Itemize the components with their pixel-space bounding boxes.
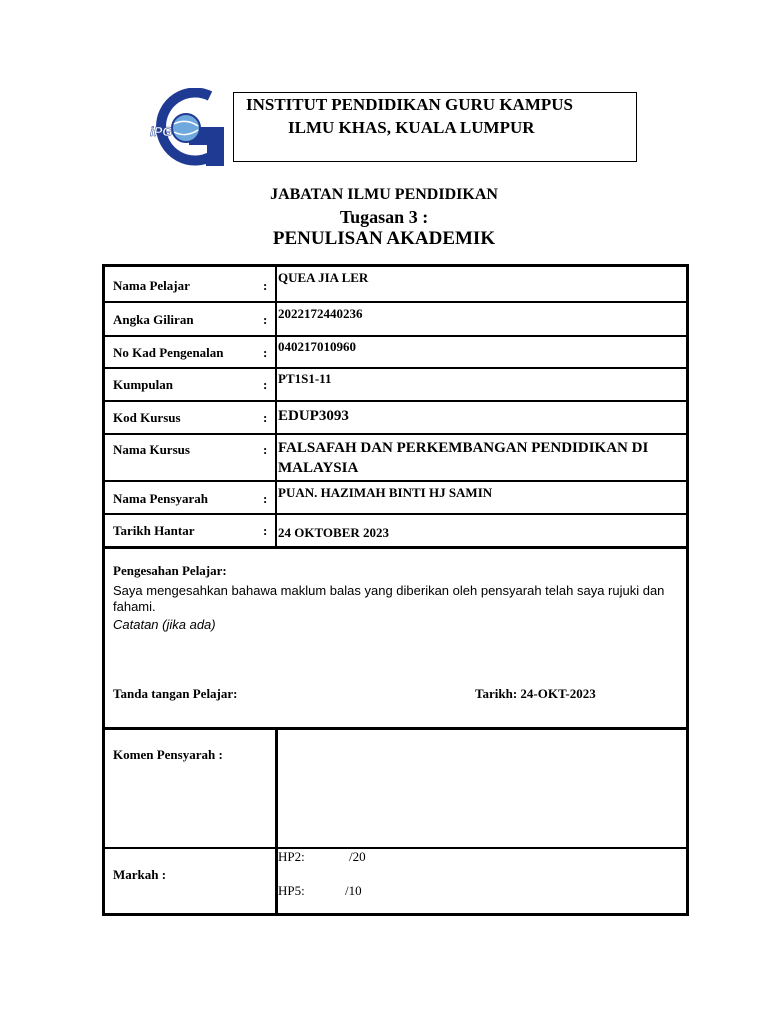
colon: : — [263, 410, 268, 425]
pengesahan-date: Tarikh: 24-OKT-2023 — [475, 686, 596, 701]
department-title: JABATAN ILMU PENDIDIKAN — [270, 186, 498, 203]
label-kod-kursus: Kod Kursus — [113, 410, 181, 425]
institute-box — [233, 92, 637, 162]
pengesahan-note: Catatan (jika ada) — [113, 617, 216, 632]
komen-pensyarah-label: Komen Pensyarah : — [113, 747, 223, 762]
mark-hp5-label: HP5: — [278, 883, 305, 898]
value-kumpulan: PT1S1-11 — [278, 371, 332, 386]
value-angka-giliran: 2022172440236 — [278, 306, 363, 321]
assignment-title: Tugasan 3 : — [339, 207, 429, 227]
markah-label: Markah : — [113, 867, 167, 882]
colon: : — [263, 377, 268, 392]
colon: : — [263, 523, 268, 538]
value-nama-kursus: FALSAFAH DAN PERKEMBANGAN PENDIDIKAN DI MALAYSIA — [278, 440, 649, 476]
label-nama-pelajar: Nama Pelajar — [113, 278, 190, 293]
ipg-logo — [146, 88, 224, 166]
signature-label: Tanda tangan Pelajar: — [113, 686, 238, 701]
institute-name-line2: ILMU KHAS, KUALA LUMPUR — [288, 118, 535, 137]
colon: : — [263, 345, 268, 360]
colon: : — [263, 442, 268, 457]
label-no-kad-pengenalan: No Kad Pengenalan — [113, 345, 224, 360]
svg-text:iPG: iPG — [150, 124, 173, 139]
pengesahan-text: Saya mengesahkan bahawa maklum balas yang diberikan oleh pensyarah telah saya rujuki dan fahami. — [113, 583, 665, 614]
colon: : — [263, 312, 268, 327]
label-nama-kursus: Nama Kursus — [113, 442, 190, 457]
pengesahan-title: Pengesahan Pelajar: — [113, 563, 227, 578]
colon: : — [263, 491, 268, 506]
mark-hp2-label: HP2: — [278, 849, 305, 864]
label-tarikh-hantar: Tarikh Hantar — [113, 523, 195, 538]
mark-hp2-max: /20 — [349, 849, 366, 864]
mark-hp5-max: /10 — [345, 883, 362, 898]
value-nama-pensyarah: PUAN. HAZIMAH BINTI HJ SAMIN — [278, 485, 493, 500]
colon: : — [263, 278, 268, 293]
value-tarikh-hantar: 24 OKTOBER 2023 — [278, 525, 390, 540]
cover-form — [102, 264, 689, 916]
value-kod-kursus: EDUP3093 — [278, 408, 349, 424]
label-angka-giliran: Angka Giliran — [113, 312, 194, 327]
label-nama-pensyarah: Nama Pensyarah — [113, 491, 208, 506]
institute-name-line1: INSTITUT PENDIDIKAN GURU KAMPUS — [246, 95, 573, 114]
value-nama-pelajar: QUEA JIA LER — [278, 270, 369, 285]
value-no-kad-pengenalan: 040217010960 — [278, 339, 356, 354]
subject-title: PENULISAN AKADEMIK — [272, 228, 496, 249]
label-kumpulan: Kumpulan — [113, 377, 173, 392]
